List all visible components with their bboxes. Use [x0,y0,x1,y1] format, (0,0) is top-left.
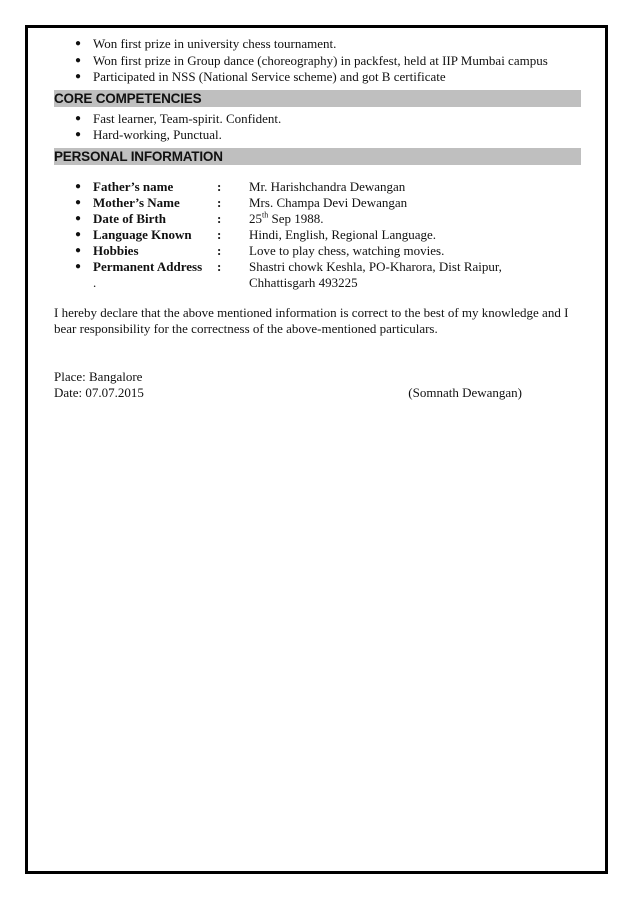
info-value: Mr. Harishchandra Dewangan [249,178,406,194]
bullet-icon: ● [75,180,82,192]
core-competencies-heading: CORE COMPETENCIES [54,90,581,107]
bullet-icon: ● [75,54,82,66]
info-colon: : [217,258,222,274]
info-value: Hindi, English, Regional Language. [249,226,437,242]
signature-name: (Somnath Dewangan) [408,385,522,400]
info-row-mother [54,195,582,211]
info-value: Chhattisgarh 493225 [249,274,358,290]
info-label: Hobbies [93,242,139,258]
list-item: ● Fast learner, Team-spirit. Confident. [75,110,282,126]
bullet-icon: ● [75,196,82,208]
place-line: Place: Bangalore [54,368,143,384]
list-item: ● Won first prize in university chess tournament. [75,36,337,51]
info-label: Mother’s Name [93,194,180,210]
achievements-list [54,36,582,86]
declaration-text: I hereby declare that the above mentioned information is correct to the best of my knowledge and I bear responsibility for the correctness of the above-mentioned particulars. [54,304,569,336]
info-row-address-line2 [54,275,582,291]
info-colon: : [217,226,222,242]
personal-information-table [54,179,582,291]
bullet-icon: ● [75,228,82,240]
info-colon-spacer [217,275,249,291]
info-label: Language Known [93,226,192,242]
personal-information-heading: PERSONAL INFORMATION [54,148,581,165]
core-competencies-list [54,111,582,144]
bullet-icon: ● [75,71,82,82]
info-value: 25th Sep 1988. [249,210,324,226]
bullet-icon: ● [75,129,82,140]
resume-page [54,36,582,402]
info-label: Father’s name [93,178,174,194]
bullet-icon: ● [75,244,82,256]
bullet-icon: ● [75,260,82,272]
info-row-hobbies [54,243,582,259]
bullet-icon: ● [75,112,82,124]
bullet-icon: ● [75,212,82,224]
list-item: ● Hard-working, Punctual. [75,127,222,142]
info-colon: : [217,178,222,194]
info-value: Love to play chess, watching movies. [249,242,445,258]
date-signature-row [54,385,522,402]
info-value: Shastri chowk Keshla, PO-Kharora, Dist Raipur, [249,258,502,274]
place-date-block [54,369,582,402]
bullet-icon: ● [75,38,82,49]
info-row-father [54,179,582,195]
info-label: Date of Birth [93,210,166,226]
info-row-dob [54,211,582,227]
info-label: Permanent Address [93,258,203,274]
info-row-address [54,259,582,275]
info-colon: : [217,194,222,210]
stray-dot: . [93,274,97,290]
list-item: ● Won first prize in Group dance (choreography) in packfest, held at IIP Mumbai campus [75,52,548,68]
info-colon: : [217,242,222,258]
info-value: Mrs. Champa Devi Dewangan [249,194,408,210]
date-line: Date: 07.07.2015 [54,385,144,400]
info-row-language [54,227,582,243]
info-colon: : [217,210,222,226]
list-item: ● Participated in NSS (National Service scheme) and got B certificate [75,69,446,84]
